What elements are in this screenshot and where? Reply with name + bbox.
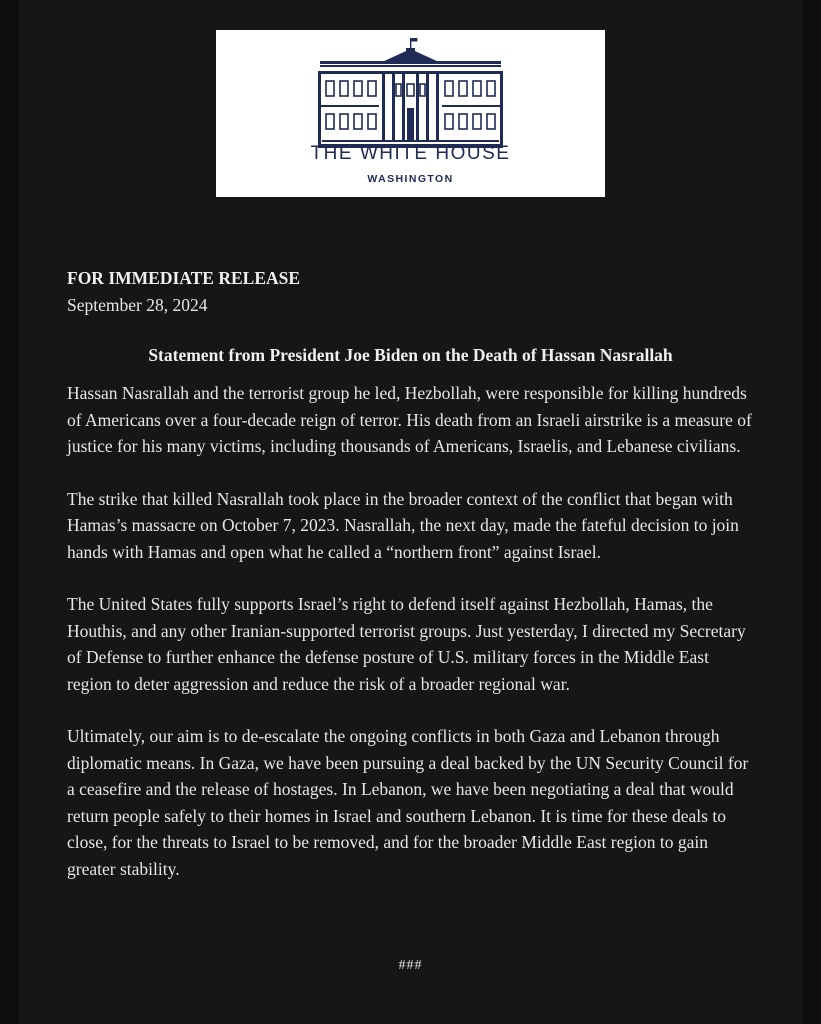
- statement-body: [67, 380, 757, 908]
- logo-title: THE WHITE HOUSE: [310, 143, 511, 164]
- frame-edge-right: [803, 0, 821, 1024]
- paragraph-1: Hassan Nasrallah and the terrorist group he led, Hezbollah, were responsible for killing hundreds of Americans over a four-decade reign of terror. His death from an Israeli airstrike is a measure of justice for his many victims, including thousands of Americans, Israelis, and Lebanese civilians.: [67, 383, 752, 456]
- frame-edge-left: [0, 0, 18, 1024]
- white-house-logo: [216, 30, 605, 197]
- statement-headline: Statement from President Joe Biden on the Death of Hassan Nasrallah: [148, 345, 673, 365]
- end-mark: ###: [398, 958, 423, 973]
- logo-subtitle: WASHINGTON: [367, 173, 454, 185]
- white-house-building-icon: [318, 36, 503, 154]
- paragraph-4: Ultimately, our aim is to de-escalate the ongoing conflicts in both Gaza and Lebanon through diplomatic means. In Gaza, we have been pursuing a deal backed by the UN Security Council for a ceasefire and the release of hostages. In Lebanon, we have been negotiating a deal that would return people safely to their homes in Israel and southern Lebanon. It is time for these deals to close, for the threats to Israel to be removed, and for the broader Middle East region to gain greater stability.: [67, 726, 749, 879]
- release-label: FOR IMMEDIATE RELEASE: [67, 268, 301, 288]
- paragraph-2: The strike that killed Nasrallah took place in the broader context of the conflict that began with Hamas’s massacre on October 7, 2023. Nasrallah, the next day, made the fateful decision to join hands with Hamas and open what he called a “northern front” against Israel.: [67, 488, 739, 562]
- release-date: September 28, 2024: [67, 295, 208, 315]
- paragraph-3: The United States fully supports Israel’s right to defend itself against Hezbollah, Hamas, the Houthis, and any other Iranian-supported terrorist groups. Just yesterday, I directed my Secretary of Defense to further enhance the defense posture of U.S. military forces in the Middle East region to deter aggression and reduce the risk of a broader regional war.: [67, 594, 746, 694]
